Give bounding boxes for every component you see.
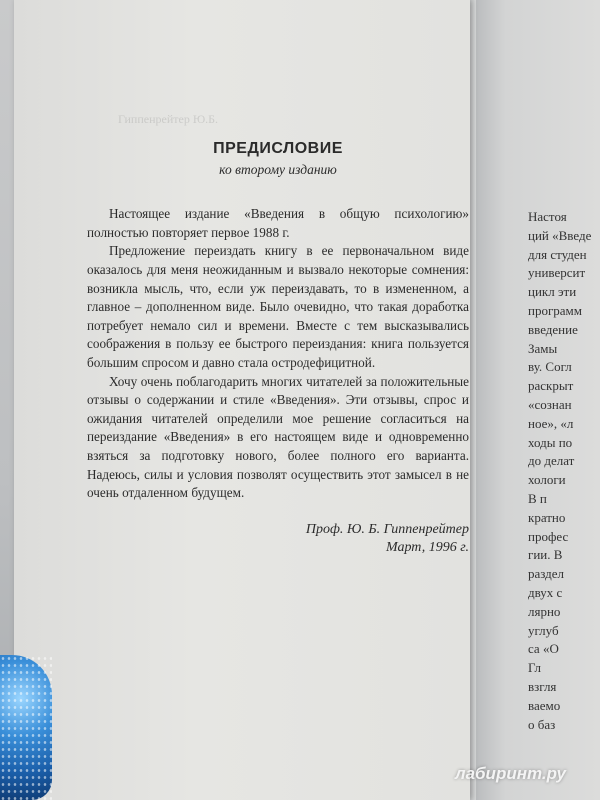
right-page-line: взгля — [528, 678, 557, 694]
right-page-line: университ — [528, 265, 586, 281]
right-page-line: В п — [528, 490, 547, 506]
watermark: лабиринт.ру — [455, 764, 566, 783]
right-page-line: введение — [528, 321, 578, 337]
right-page-line: ву. Согл — [528, 359, 572, 375]
right-page-line: для студен — [528, 246, 587, 262]
page-subtitle: ко второму изданию — [219, 161, 337, 177]
page-title: ПРЕДИСЛОВИЕ — [213, 140, 343, 157]
right-page-line: двух с — [528, 584, 563, 600]
right-page-line: раздел — [528, 566, 565, 582]
right-page-line: ходы по — [528, 434, 573, 450]
right-page-line: хологи — [528, 472, 566, 488]
right-page-line: «сознан — [528, 396, 572, 412]
right-page-line: профес — [528, 528, 569, 544]
right-page-line: углуб — [528, 622, 559, 638]
preface-content — [87, 140, 469, 558]
right-page-text — [528, 208, 600, 734]
signature-date: Март, 1996 г. — [385, 540, 469, 556]
right-page-line: гии. В — [528, 547, 563, 563]
right-page-line: кратно — [528, 509, 566, 525]
right-page-line: Гл — [528, 660, 542, 676]
paragraph-2: Предложение переиздать книгу в ее первоначальном виде оказалось для меня неожиданным и вызвало некоторые сомнения: возникла мысль, что, если уж переиздавать, то в измененном, а главное – дополненном виде. Было очевидно, что такая доработка потребует немало сил и времени. Вместе с тем высказывались соображения в пользу ее быстрого переиздания: книга пользуется большим спросом и давно стала остродефицитной. — [87, 243, 469, 370]
thumb-nail-sparkles — [0, 655, 52, 800]
right-page-line: Замы — [528, 340, 558, 356]
right-page-line: цикл эти — [528, 284, 577, 300]
signature-block — [87, 521, 469, 558]
right-page-line: Настоя — [528, 209, 567, 224]
right-page-line: программ — [528, 302, 583, 318]
paragraph-3: Хочу очень поблагодарить многих читателей за положительные отзывы о содержании и стиле «Введения». Эти отзывы, спрос и ожидания читателей определили мое решение согласиться на переиздание «Введения» в его настоящем виде и одновременно взяться за подготовку нового, более полного его варианта. Надеюсь, силы и условия позволят осуществить этот замысел в не очень отдаленном будущем. — [87, 373, 469, 501]
signature-author: Проф. Ю. Б. Гиппенрейтер — [305, 521, 469, 537]
right-page-line: са «О — [528, 641, 559, 657]
right-page-line: ное», «л — [528, 415, 574, 431]
right-page-line: до делат — [528, 453, 575, 469]
right-page-line: ций «Введе — [528, 227, 592, 243]
right-page-line: ваемо — [528, 697, 561, 713]
right-page-line: лярно — [528, 603, 561, 619]
right-page-line: о баз — [528, 716, 556, 732]
bleed-through-text: Гиппенрейтер Ю.Б. — [118, 112, 219, 126]
paragraph-1: Настоящее издание «Введения в общую психологию» полностью повторяет первое 1988 г. — [87, 206, 469, 240]
right-page-line: раскрыт — [528, 378, 574, 394]
